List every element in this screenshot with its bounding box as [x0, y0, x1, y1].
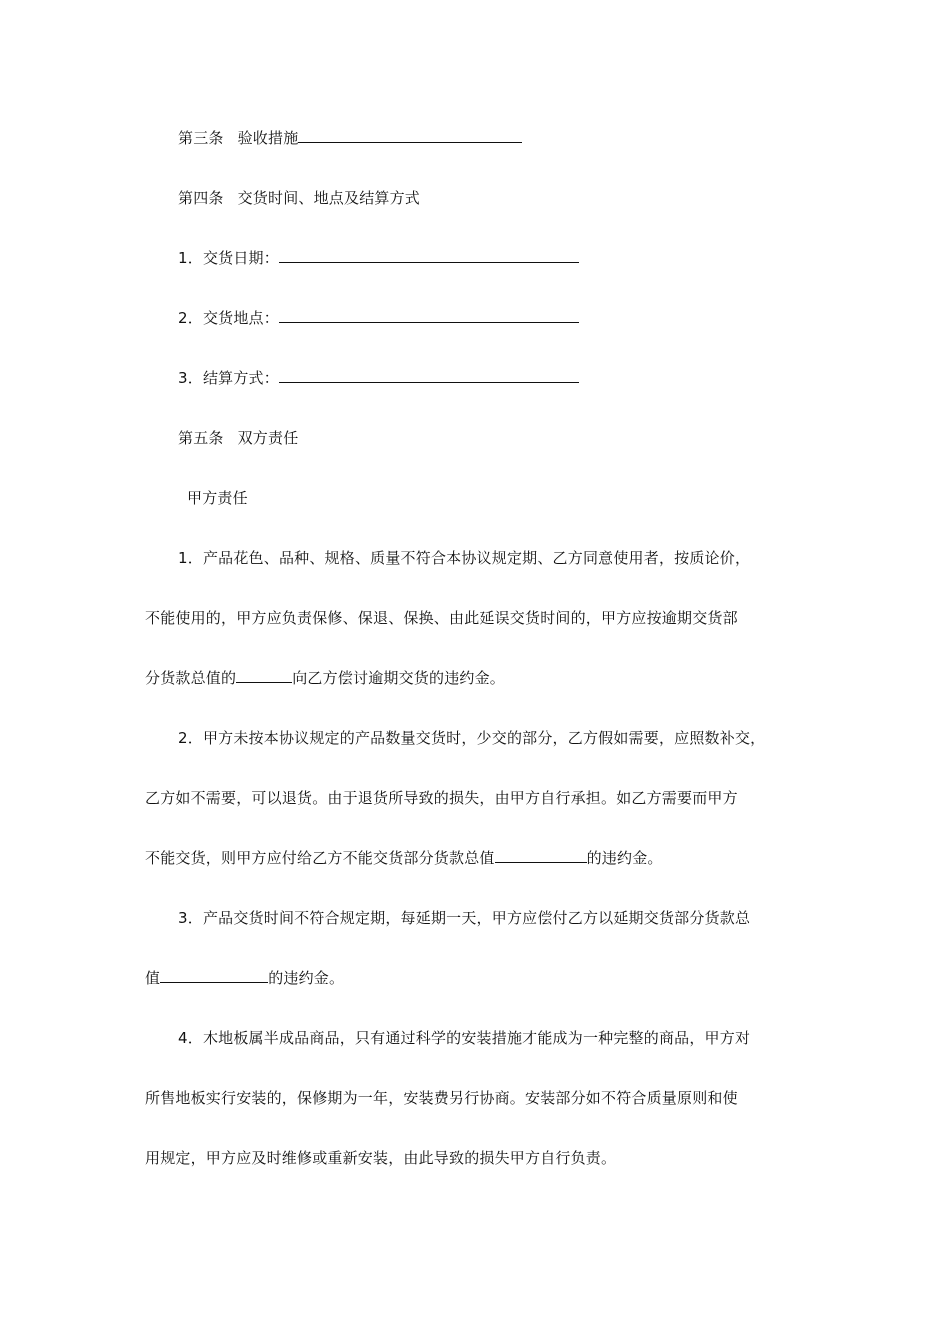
clause-2-line-1: 2．甲方未按本协议规定的产品数量交货时，少交的部分，乙方假如需要，应照数补交，	[178, 729, 766, 747]
clause-3-text-before: 值	[145, 969, 161, 987]
clause-1-penalty-blank[interactable]	[236, 667, 292, 683]
clause-1-line-1: 1．产品花色、品种、规格、质量不符合本协议规定期、乙方同意使用者，按质论价，	[178, 549, 751, 567]
article-4-number: 第四条	[178, 189, 224, 207]
clause-4-line-3: 用规定，甲方应及时维修或重新安装，由此导致的损失甲方自行负责。	[145, 1149, 617, 1167]
article-5-heading	[178, 427, 843, 449]
clause-1-line-2: 不能使用的，甲方应负责保修、保退、保换、由此延误交货时间的，甲方应按逾期交货部	[145, 609, 738, 627]
delivery-date-blank[interactable]	[279, 247, 579, 263]
clause-2-line-2: 乙方如不需要，可以退货。由于退货所导致的损失，由甲方自行承担。如乙方需要而甲方	[145, 789, 738, 807]
article-3-heading	[178, 127, 843, 149]
article-4-heading	[178, 187, 843, 209]
delivery-place-label: 2．交货地点：	[178, 309, 279, 327]
settlement-method-label: 3．结算方式：	[178, 369, 279, 387]
clause-2-text-before: 不能交货，则甲方应付给乙方不能交货部分货款总值	[145, 849, 495, 867]
clause-3-text-after: 的违约金。	[268, 969, 345, 987]
clause-1-line-3	[145, 667, 810, 689]
article-5-title: 双方责任	[237, 429, 299, 447]
delivery-date-label: 1．交货日期：	[178, 249, 279, 267]
clause-3-penalty-blank[interactable]	[160, 967, 268, 983]
acceptance-measures-blank[interactable]	[298, 127, 522, 143]
article-3-title: 验收措施	[237, 129, 299, 147]
article-4-title: 交货时间、地点及结算方式	[237, 189, 421, 207]
clause-1-text-before: 分货款总值的	[145, 669, 237, 687]
article-5-number: 第五条	[178, 429, 224, 447]
clause-3-line-1: 3．产品交货时间不符合规定期，每延期一天，甲方应偿付乙方以延期交货部分货款总	[178, 909, 751, 927]
clause-3-line-2	[145, 967, 810, 989]
clause-2-line-3	[145, 847, 810, 869]
article-3-number: 第三条	[178, 129, 224, 147]
settlement-method-blank[interactable]	[279, 367, 579, 383]
settlement-method-line	[178, 367, 843, 389]
clause-1-text-after: 向乙方偿讨逾期交货的违约金。	[292, 669, 506, 687]
delivery-place-blank[interactable]	[279, 307, 579, 323]
party-a-responsibility-heading: 甲方责任	[187, 489, 248, 507]
clause-2-penalty-blank[interactable]	[495, 847, 587, 863]
clause-2-text-after: 的违约金。	[586, 849, 663, 867]
delivery-place-line	[178, 307, 843, 329]
clause-4-line-1: 4．木地板属半成品商品，只有通过科学的安装措施才能成为一种完整的商品，甲方对	[178, 1029, 751, 1047]
clause-4-line-2: 所售地板实行安装的，保修期为一年，安装费另行协商。安装部分如不符合质量原则和使	[145, 1089, 738, 1107]
delivery-date-line	[178, 247, 843, 269]
